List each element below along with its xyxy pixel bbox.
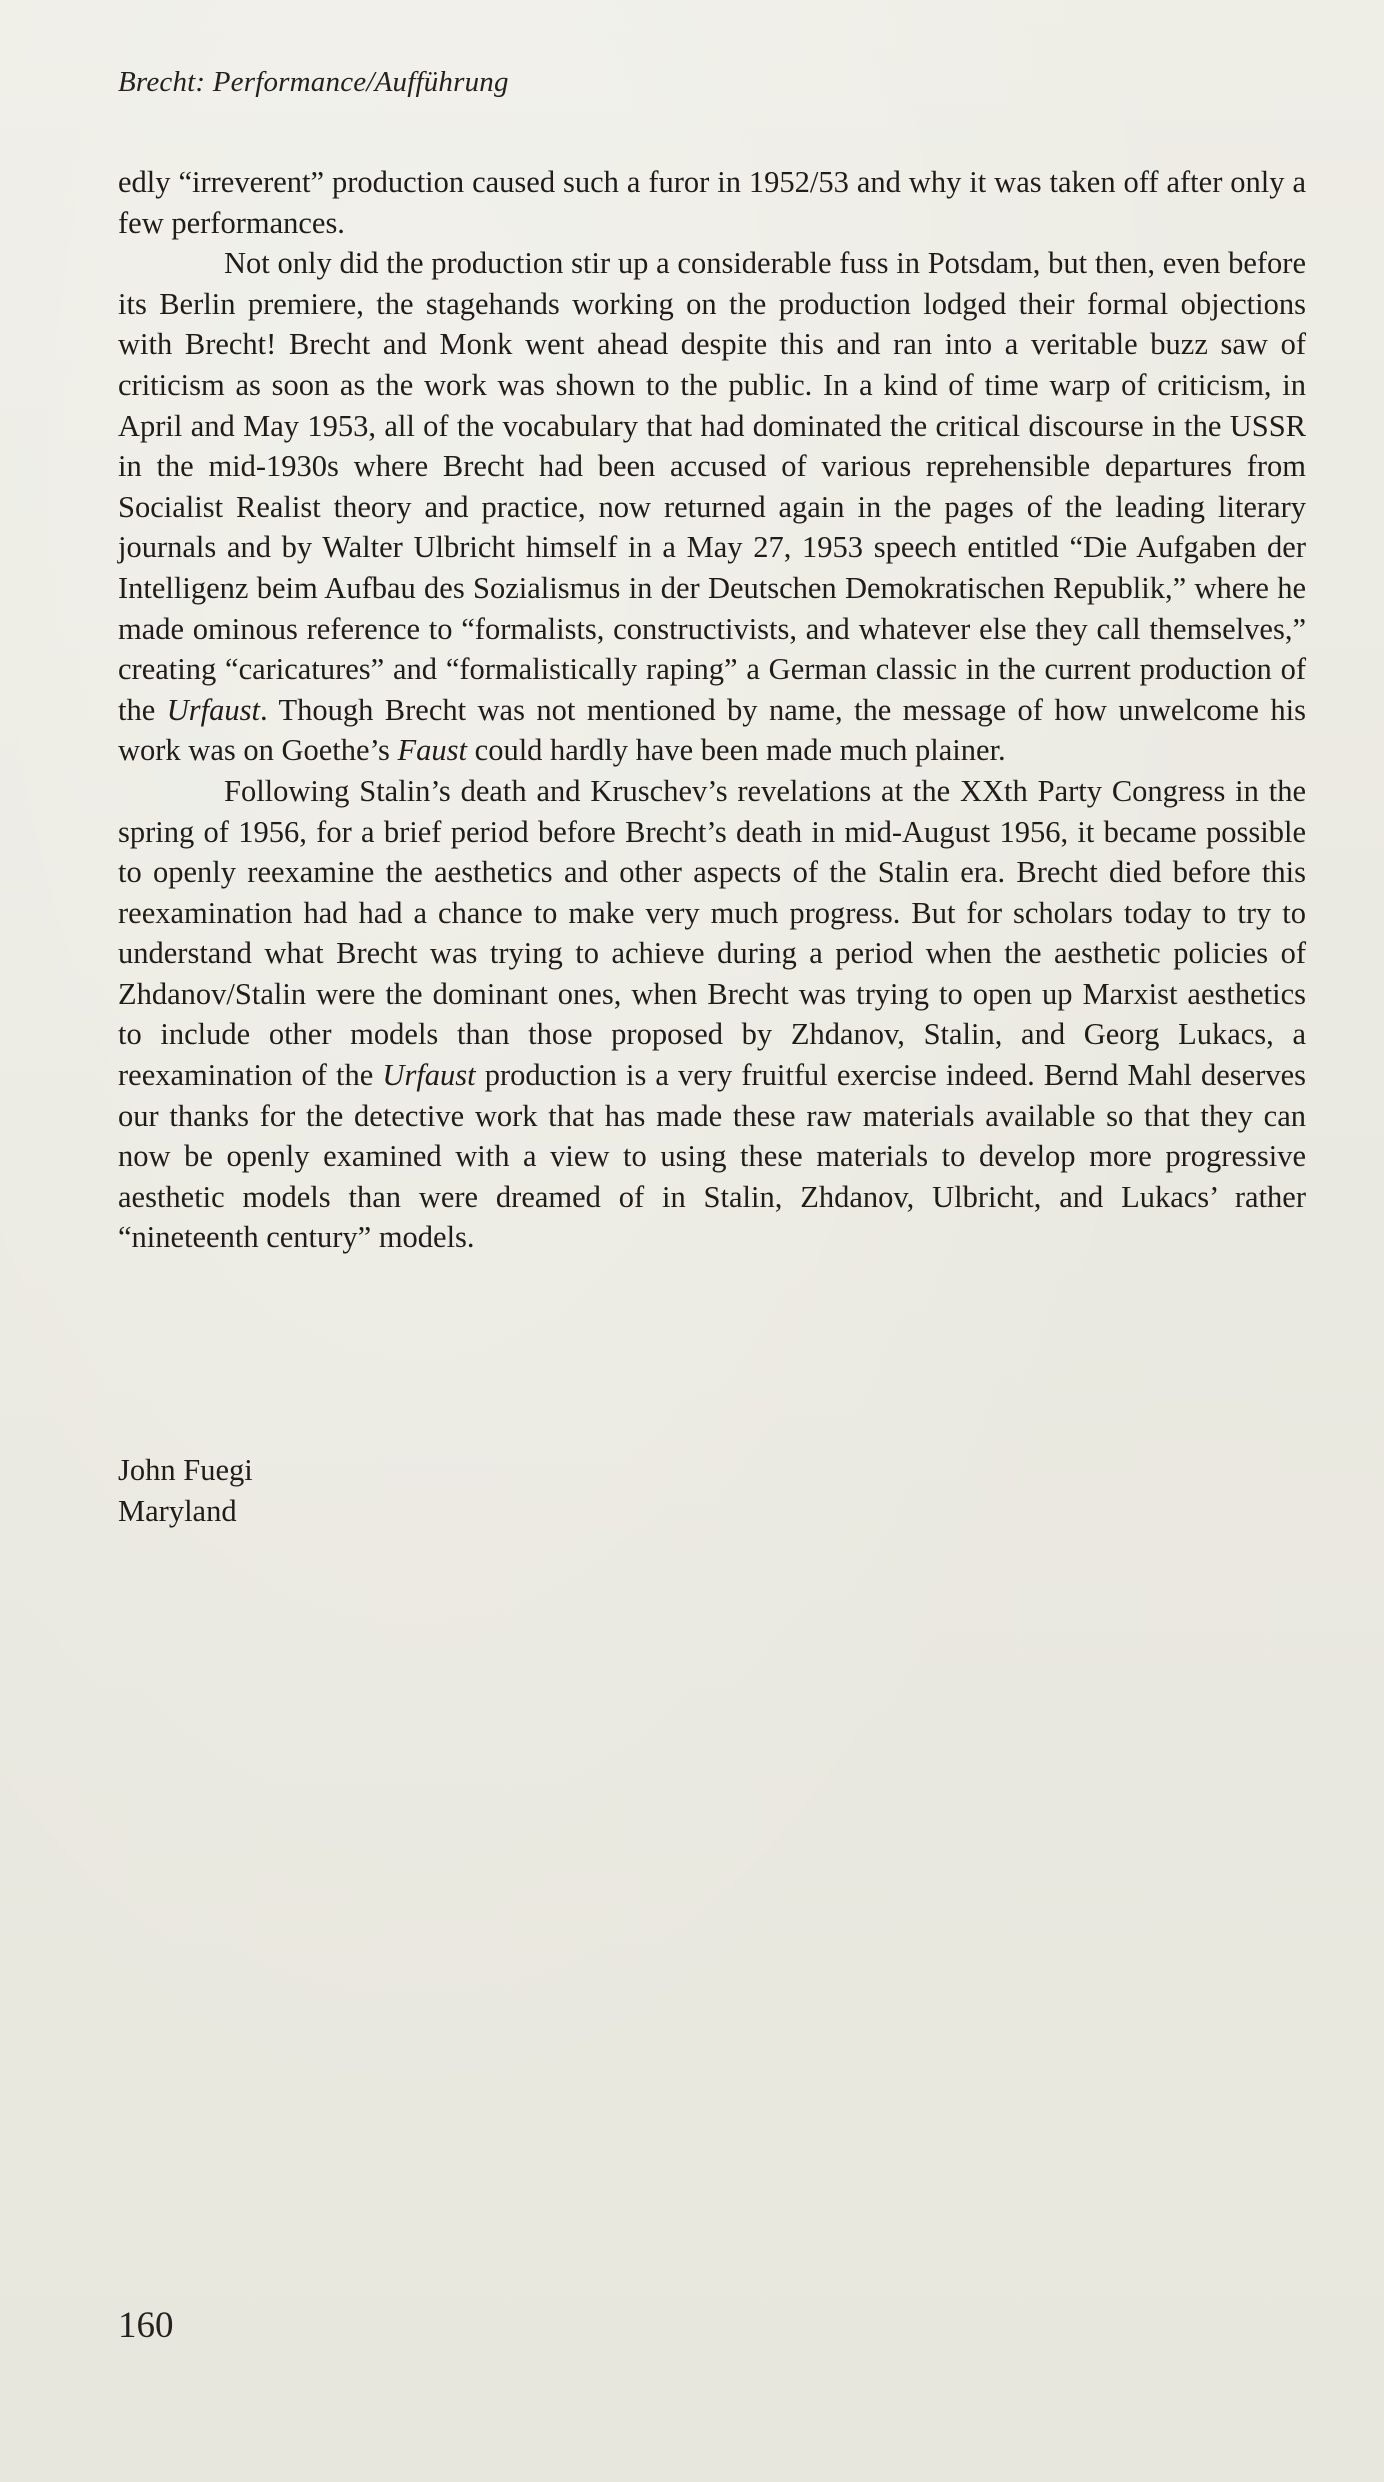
paragraph-text: Following Stalin’s death and Kruschev’s revelations at the XXth Party Congress in the spring of 1956, for a brief period before Brecht’s death in mid-August 1956, it became possible to openly reexamine the aesthetics and other aspects of the Stalin era. Brecht died before this reexamination had had a chance to make very much progress. But for scholars today to try to understand what Brecht was trying to achieve during a period when the aesthetic policies of Zhdanov/Stalin were the dominant ones, when Brecht was trying to open up Marxist aesthetics to include other models than those proposed by Zhdanov, Stalin, and Georg Lukacs, a reexamination of the: [118, 773, 1306, 1093]
page-number: 160: [118, 2305, 174, 2346]
paragraph-text: could hardly have been made much plainer.: [467, 733, 1006, 768]
paragraph: [118, 771, 1306, 1258]
author-location: Maryland: [118, 1493, 237, 1528]
paragraph-continued: [118, 162, 1306, 243]
author-signature: [118, 1450, 253, 1531]
paragraph: [118, 243, 1306, 771]
paragraph-text: . Though Brecht was not mentioned by name, the message of how unwelcome his work was on Goethe’s: [118, 692, 1307, 768]
paragraph-text: production is a very fruitful exercise indeed. Bernd Mahl deserves our thanks for the detective work that has made these raw materials available so that they can now be openly examined with a view to using these materials to develop more progressive aesthetic models than were dreamed of in Stalin, Zhdanov, Ulbricht, and Lukacs’ rather “nineteenth century” models.: [118, 1058, 1306, 1255]
italic-title: Faust: [397, 733, 468, 768]
italic-title: Urfaust: [382, 1058, 476, 1093]
running-header: Brecht: Performance/Aufführung: [118, 66, 509, 98]
author-name: John Fuegi: [118, 1453, 253, 1487]
paragraph-text: Not only did the production stir up a considerable fuss in Potsdam, but then, even before its Berlin premiere, the stagehands working on the production lodged their formal objections with Brecht! Brecht and Monk went ahead despite this and ran into a veritable buzz saw of criticism as soon as the work was shown to the public. In a kind of time warp of criticism, in April and May 1953, all of the vocabulary that had dominated the critical discourse in the USSR in the mid-1930s where Brecht had been accused of various reprehensible departures from Socialist Realist theory and practice, now returned again in the pages of the leading literary journals and by Walter Ulbricht himself in a May 27, 1953 speech entitled “Die Aufgaben der Intelligenz beim Aufbau des Sozialismus in der Deutschen Demokratischen Republik,” where he made ominous reference to “formalists, constructivists, and whatever else they call themselves,” creating “caricatures” and “formalistically raping” a German classic in the current production of the: [118, 246, 1306, 727]
body-text: [118, 162, 1306, 1258]
italic-title: Urfaust: [166, 692, 260, 727]
paragraph-text: edly “irreverent” production caused such a furor in 1952/53 and why it was taken off after only a few performances.: [118, 165, 1306, 240]
